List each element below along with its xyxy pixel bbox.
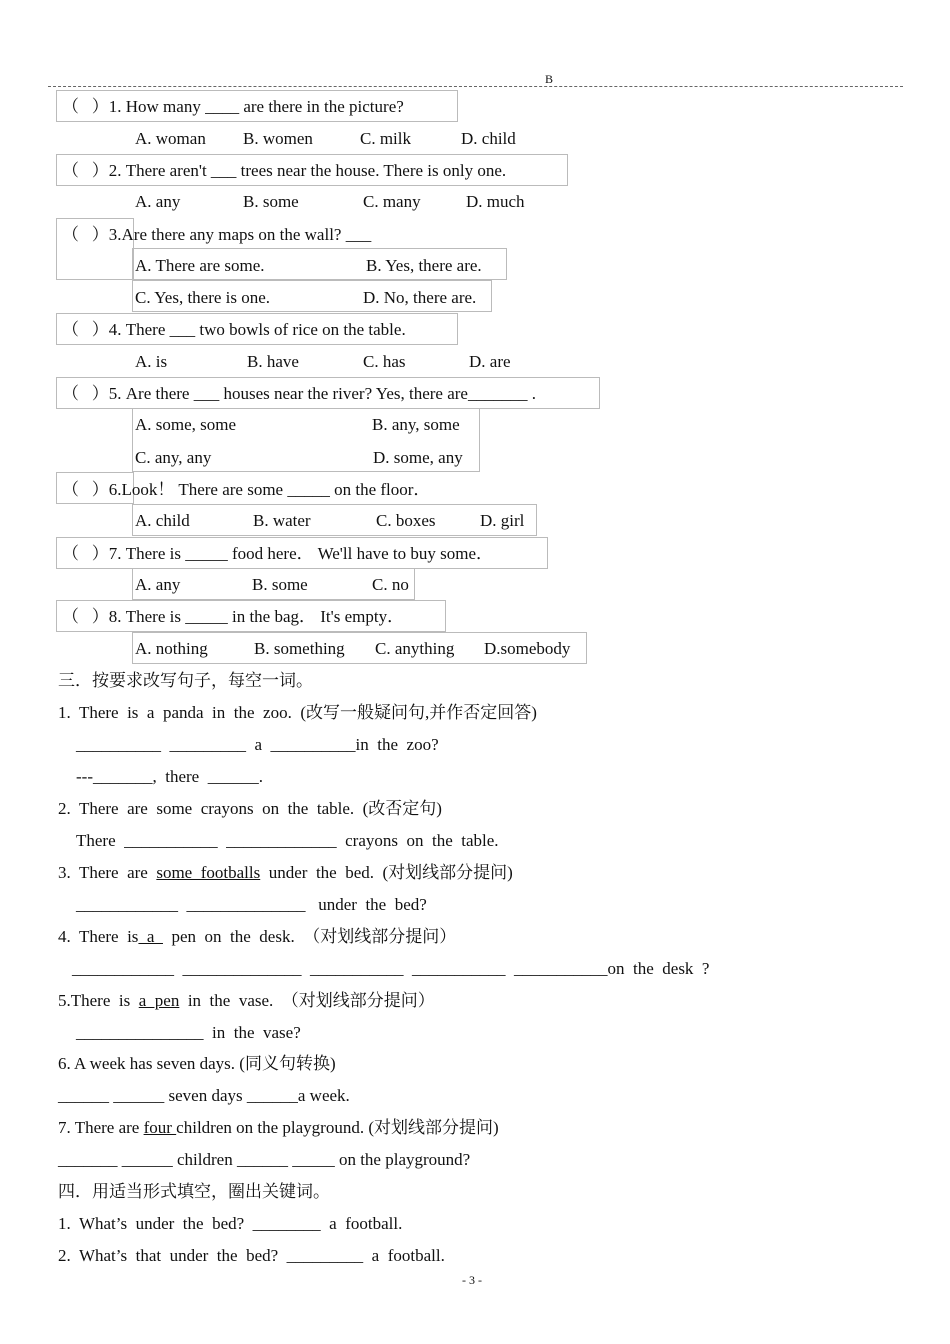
q1-option-c: C. milk [360, 129, 412, 148]
q4-option-a: A. is [135, 352, 168, 371]
s3-item4-blank: ____________ ______________ ___________ ___________ ___________on the desk ? [72, 959, 710, 978]
q3-option-b: B. Yes, there are. [366, 256, 482, 275]
q8-option-b: B. something [254, 639, 345, 658]
frame-box [132, 504, 537, 536]
s3-item3-blank: ____________ ______________ under the bed? [76, 895, 427, 914]
q3-option-a: A. There are some. [135, 256, 265, 275]
q8-stem: （ ）8. There is _____ in the bag． It's empty． [62, 607, 405, 626]
underlined-phrase: a pen [138, 991, 180, 1010]
q5-option-a: A. some, some [135, 415, 237, 434]
q2-option-b: B. some [243, 192, 299, 211]
q7-option-b: B. some [252, 575, 308, 594]
q1-option-a: A. woman [135, 129, 206, 148]
section4-title: 四．用适当形式填空，圈出关键词。 [58, 1182, 330, 1201]
page-number: - 3 - [462, 1273, 482, 1287]
q6-option-b: B. water [253, 511, 311, 530]
q6-option-d: D. girl [480, 511, 525, 530]
q1-option-b: B. women [243, 129, 313, 148]
s3-item7: 7. There are four children on the playground. (对划线部分提问) [58, 1118, 499, 1137]
q4-option-d: D. are [469, 352, 511, 371]
q6-stem: （ ）6.Look！ There are some _____ on the floor． [62, 480, 431, 499]
q4-option-c: C. has [363, 352, 406, 371]
underlined-phrase: some footballs [156, 863, 261, 882]
underlined-phrase: four [143, 1118, 177, 1137]
q5-option-b: B. any, some [372, 415, 460, 434]
s3-item7-blank: _______ ______ children ______ _____ on the playground? [58, 1150, 471, 1169]
q5-stem: （ ）5. Are there ___ houses near the river? Yes, there are_______ . [62, 384, 536, 403]
s4-item1: 1. What’s under the bed? ________ a football. [58, 1214, 403, 1233]
q8-option-a: A. nothing [135, 639, 208, 658]
header-rule [48, 86, 903, 87]
q8-option-d: D.somebody [484, 639, 571, 658]
header-mark: B [545, 72, 554, 86]
s3-item1-blank-b: ---_______, there ______. [76, 767, 263, 786]
s4-item2: 2. What’s that under the bed? _________ a football. [58, 1246, 445, 1265]
q1-option-d: D. child [461, 129, 516, 148]
q2-option-c: C. many [363, 192, 421, 211]
q2-stem: （ ）2. There aren't ___ trees near the house. There is only one. [62, 161, 507, 180]
s3-item5: 5.There is a pen in the vase. （对划线部分提问） [58, 991, 435, 1010]
s3-item2: 2. There are some crayons on the table. (改否定句) [58, 799, 442, 818]
s3-item2-blank: There ___________ _____________ crayons on the table. [76, 831, 499, 850]
q8-option-c: C. anything [375, 639, 455, 658]
q2-option-a: A. any [135, 192, 181, 211]
q7-option-a: A. any [135, 575, 181, 594]
q6-option-c: C. boxes [376, 511, 436, 530]
s3-item4: 4. There is a pen on the desk. （对划线部分提问） [58, 927, 457, 946]
q3-stem: （ ）3.Are there any maps on the wall? ___ [62, 225, 372, 244]
s3-item1: 1. There is a panda in the zoo. (改写一般疑问句,并作否定回答) [58, 703, 537, 722]
q7-stem: （ ）7. There is _____ food here． We'll have to buy some． [62, 544, 494, 563]
s3-item6-blank: ______ ______ seven days ______a week. [58, 1086, 350, 1105]
q2-option-d: D. much [466, 192, 525, 211]
q1-stem: （ ）1. How many ____ are there in the picture? [62, 97, 404, 116]
q6-option-a: A. child [135, 511, 190, 530]
q5-option-c: C. any, any [135, 448, 212, 467]
s3-item1-blank-a: __________ _________ a __________in the zoo? [76, 735, 439, 754]
q4-stem: （ ）4. There ___ two bowls of rice on the table. [62, 320, 406, 339]
q7-option-c: C. no [372, 575, 409, 594]
q4-option-b: B. have [247, 352, 299, 371]
underlined-phrase: a [138, 927, 163, 946]
q5-option-d: D. some, any [373, 448, 463, 467]
q3-option-c: C. Yes, there is one. [135, 288, 271, 307]
q3-option-d: D. No, there are. [363, 288, 477, 307]
section3-title: 三．按要求改写句子，每空一词。 [58, 671, 313, 690]
s3-item3: 3. There are some footballs under the bed. (对划线部分提问) [58, 863, 513, 882]
s3-item5-blank: _______________ in the vase? [76, 1023, 301, 1042]
s3-item6: 6. A week has seven days. (同义句转换) [58, 1054, 336, 1073]
